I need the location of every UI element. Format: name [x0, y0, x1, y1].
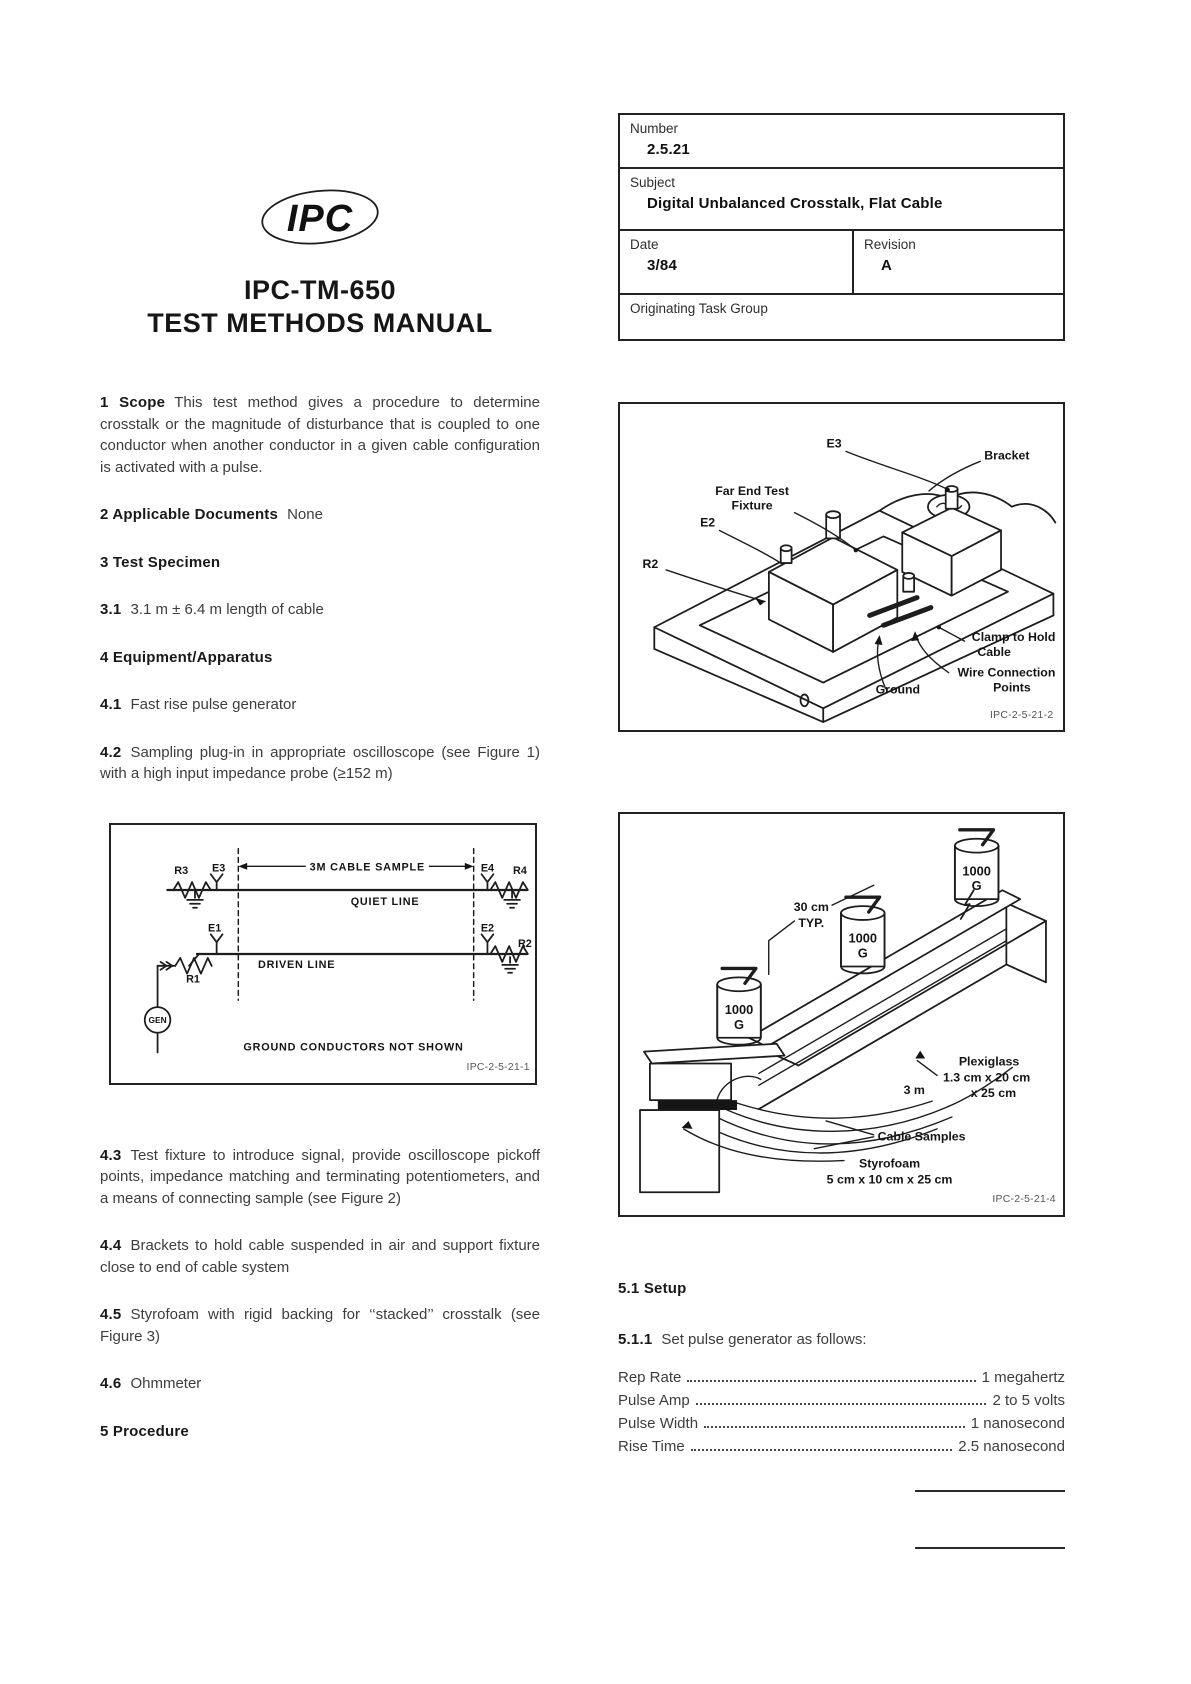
section-4-3: 4.3 Test fixture to introduce signal, provide oscilloscope pickoff points, impedance matching and terminating potentiometers, and a means of connecting sample (see Figure 2)	[100, 1146, 540, 1207]
r3-label: R3	[174, 864, 189, 877]
header-table	[618, 113, 1065, 341]
pulse-generator-settings	[618, 1363, 1065, 1455]
fig2-clamp-label-1: Clamp to Hold	[971, 630, 1056, 645]
fig2-ground-label: Ground	[875, 682, 921, 697]
setting-row-pulse-width	[618, 1409, 1065, 1432]
fig2-far-end-label-2: Fixture	[731, 498, 773, 513]
section-2-applicable-documents: 2 Applicable Documents None	[100, 506, 323, 523]
figure-3-container	[618, 812, 1065, 1217]
section-4-2: 4.2 Sampling plug-in in appropriate oscilloscope (see Figure 1) with a high input impedance probe (≥152 m)	[100, 743, 540, 782]
fig2-e3-label: E3	[826, 436, 842, 451]
generator-label: GEN	[148, 1014, 167, 1025]
signature-rule-top	[915, 1490, 1065, 1492]
setting-name: Rise Time	[618, 1438, 685, 1455]
fig3-weight3-unit: G	[971, 878, 982, 894]
figure-2-far-end-test-fixture	[618, 402, 1065, 732]
setting-value: 1 megahertz	[981, 1369, 1065, 1386]
fig2-wire-label-2: Points	[993, 680, 1031, 695]
subject-label: Subject	[630, 175, 676, 190]
fig3-plexiglass-label-2: 1.3 cm x 20 cm	[942, 1070, 1031, 1085]
fig3-weight1-value: 1000	[724, 1002, 754, 1018]
task-group-label: Originating Task Group	[630, 301, 768, 316]
setting-row-rise-time	[618, 1432, 1065, 1455]
e1-label: E1	[208, 921, 222, 934]
fig3-weight2-unit: G	[857, 945, 868, 961]
figure-1-container	[109, 823, 540, 1085]
dot-leader	[687, 1380, 975, 1382]
e4-label: E4	[480, 861, 495, 874]
section-5-procedure: 5 Procedure	[100, 1422, 189, 1440]
date-value: 3/84	[647, 257, 677, 274]
fig3-weight2-value: 1000	[848, 930, 878, 946]
header-row-subject	[620, 169, 1063, 231]
r4-label: R4	[513, 864, 527, 877]
fig2-wire-label-1: Wire Connection	[957, 665, 1056, 680]
setting-value: 2.5 nanosecond	[958, 1438, 1065, 1455]
figure3-id: IPC-2-5-21-4	[992, 1194, 1056, 1206]
figure1-id: IPC-2-5-21-1	[466, 1061, 530, 1073]
setting-name: Pulse Amp	[618, 1392, 690, 1409]
figure-3-stacked-crosstalk-setup	[618, 812, 1065, 1217]
section-5-1-1: 5.1.1 Set pulse generator as follows:	[618, 1330, 867, 1348]
setting-row-pulse-amp	[618, 1386, 1065, 1409]
header-row-number	[620, 115, 1063, 169]
number-label: Number	[630, 121, 679, 136]
fig3-weight1-unit: G	[734, 1016, 745, 1032]
figure-1-crosstalk-schematic	[109, 823, 537, 1085]
section-3-1: 3.1 3.1 m ± 6.4 m length of cable	[100, 601, 324, 618]
fig2-clamp-label-2: Cable	[977, 644, 1011, 659]
subject-value: Digital Unbalanced Crosstalk, Flat Cable	[647, 195, 943, 212]
setting-value: 2 to 5 volts	[992, 1392, 1065, 1409]
section-4-1: 4.1 Fast rise pulse generator	[100, 696, 297, 713]
setting-name: Pulse Width	[618, 1415, 699, 1432]
fig3-dim-label-2: TYP.	[798, 915, 825, 930]
ipc-logo-text: IPC	[286, 198, 354, 240]
fig3-length-label: 3 m	[903, 1083, 925, 1098]
revision-cell	[854, 231, 1063, 293]
ipc-logo-icon	[257, 186, 383, 248]
dot-leader	[691, 1449, 953, 1451]
setting-value: 1 nanosecond	[970, 1415, 1065, 1432]
fig3-styrofoam-label-2: 5 cm x 10 cm x 25 cm	[826, 1172, 953, 1187]
section-4-6: 4.6 Ohmmeter	[100, 1375, 202, 1392]
fig2-bracket-label: Bracket	[984, 448, 1030, 463]
date-cell	[620, 231, 854, 293]
signature-rule-bottom	[915, 1547, 1065, 1549]
fig3-dim-label-1: 30 cm	[793, 900, 829, 915]
date-label: Date	[630, 237, 659, 252]
dot-leader	[704, 1426, 965, 1428]
fig3-styrofoam-label-1: Styrofoam	[858, 1156, 921, 1171]
fig3-plexiglass-label-1: Plexiglass	[958, 1054, 1020, 1069]
driven-line-label: DRIVEN LINE	[258, 958, 336, 971]
section-4-5: 4.5 Styrofoam with rigid backing for ‘‘stacked’’ crosstalk (see Figure 3)	[100, 1306, 540, 1345]
e3-label: E3	[211, 861, 226, 874]
figure1-note: GROUND CONDUCTORS NOT SHOWN	[243, 1041, 464, 1054]
document-title-line1: IPC-TM-650	[243, 275, 397, 305]
setting-row-rep-rate	[618, 1363, 1065, 1386]
figure-2-container	[618, 402, 1065, 732]
document-title	[100, 274, 540, 340]
header-row-task-group	[620, 295, 1063, 339]
section-4-equipment: 4 Equipment/Apparatus	[100, 648, 273, 666]
fig2-e2-label: E2	[700, 515, 716, 530]
document-title-line2: TEST METHODS MANUAL	[147, 308, 493, 338]
r2-label: R2	[517, 937, 532, 950]
fig2-r2-label: R2	[642, 556, 659, 571]
section-5-1-setup: 5.1 Setup	[618, 1280, 687, 1297]
dot-leader	[696, 1403, 987, 1405]
revision-label: Revision	[864, 237, 916, 252]
cable-sample-label: 3M CABLE SAMPLE	[309, 860, 425, 873]
fig2-far-end-label-1: Far End Test	[715, 483, 789, 498]
figure2-id: IPC-2-5-21-2	[989, 710, 1054, 722]
fig3-plexiglass-label-3: x 25 cm	[970, 1086, 1017, 1101]
quiet-line-label: QUIET LINE	[350, 895, 420, 908]
number-value: 2.5.21	[647, 141, 690, 158]
setting-name: Rep Rate	[618, 1369, 682, 1386]
header-row-date-revision	[620, 231, 1063, 295]
section-1-scope: 1 Scope This test method gives a procedure to determine crosstalk or the magnitude of disturbance that is coupled to one conductor when another conductor in a given cable configuration is activated with a pulse.	[100, 394, 540, 476]
r1-label: R1	[186, 973, 200, 986]
right-column	[618, 113, 1065, 1455]
section-4-4: 4.4 Brackets to hold cable suspended in air and support fixture close to end of cable system	[100, 1237, 540, 1276]
left-column	[100, 186, 540, 1442]
fig3-weight3-value: 1000	[962, 863, 991, 879]
e2-label: E2	[480, 921, 495, 934]
fig3-cable-samples-label: Cable Samples	[877, 1129, 966, 1144]
section-3-test-specimen: 3 Test Specimen	[100, 553, 221, 571]
revision-value: A	[881, 257, 893, 274]
